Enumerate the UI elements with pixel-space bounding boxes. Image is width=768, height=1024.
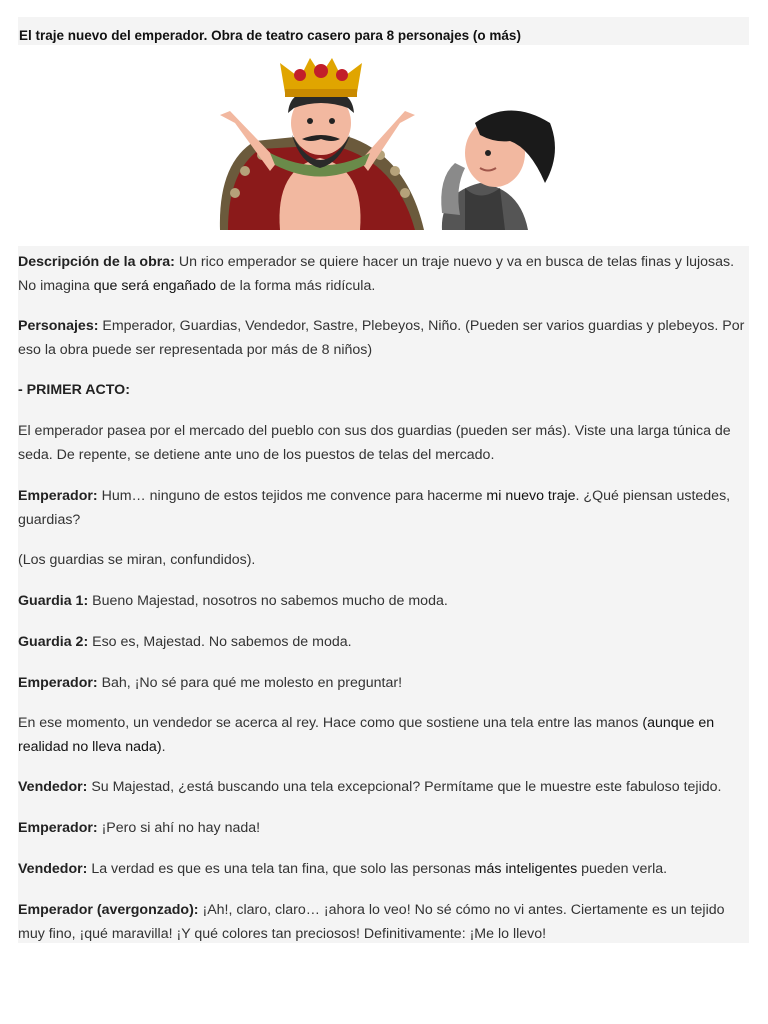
paragraph-narration-1: El emperador pasea por el mercado del pueblo con sus dos guardias (pueden ser más). Viste una larga túnica de seda. De repente, se detiene ante uno de los puestos de telas del mercado. <box>18 423 731 463</box>
link-mas-inteligentes[interactable]: más inteligentes <box>474 861 578 877</box>
paragraph-narration-2: (Los guardias se miran, confundidos). <box>18 552 256 568</box>
paragraph-description: Descripción de la obra: Un rico emperador se quiere hacer un traje nuevo y va en busca de telas finas y lujosas. No imagina que será engañado de la forma más ridícula. <box>18 254 735 294</box>
link-aunque-en-realidad[interactable]: (aunque en realidad no lleva nada) <box>18 715 715 755</box>
paragraph-dialogue-seller-1: Vendedor: Su Majestad, ¿está buscando una tela excepcional? Permítame que le muestre este fabuloso tejido. <box>18 779 722 795</box>
paragraph-dialogue-emperor-4: Emperador (avergonzado): ¡Ah!, claro, claro… ¡ahora lo veo! No sé cómo no vi antes. Ciertamente es un tejido muy fino, ¡qué maravilla! ¡Y qué colores tan preciosos! Definitivamente: ¡Me lo llevo! <box>18 902 725 942</box>
paragraph-dialogue-seller-2: Vendedor: La verdad es que es una tela tan fina, que solo las personas más inteligentes pueden verla. <box>18 861 668 877</box>
title-bar <box>18 17 749 45</box>
paragraph-act-heading: - PRIMER ACTO: <box>18 382 130 398</box>
paragraph-characters: Personajes: Emperador, Guardias, Vendedor, Sastre, Plebeyos, Niño. (Pueden ser varios guardias y plebeyos. Por eso la obra puede ser representada por más de 8 niños) <box>18 318 745 358</box>
link-sera-enganado[interactable]: que será engañado <box>93 277 216 294</box>
paragraph-dialogue-emperor-3: Emperador: ¡Pero si ahí no hay nada! <box>18 820 261 836</box>
paragraph-dialogue-guard-1: Guardia 1: Bueno Majestad, nosotros no sabemos mucho de moda. <box>18 593 448 609</box>
paragraph-dialogue-emperor-2: Emperador: Bah, ¡No sé para qué me molesto en preguntar! <box>18 675 403 691</box>
paragraph-narration-3: En ese momento, un vendedor se acerca al rey. Hace como que sostiene una tela entre las manos (aunque en realidad no lleva nada). <box>18 715 715 755</box>
paragraph-dialogue-guard-2: Guardia 2: Eso es, Majestad. No sabemos de moda. <box>18 634 352 650</box>
page-title: El traje nuevo del emperador. Obra de teatro casero para 8 personajes (o más) <box>19 28 521 43</box>
link-mi-nuevo-traje[interactable]: mi nuevo traje <box>486 488 576 504</box>
article-body <box>18 246 749 943</box>
paragraph-dialogue-emperor-1: Emperador: Hum… ninguno de estos tejidos me convence para hacerme mi nuevo traje. ¿Qué piensan ustedes, guardias? <box>18 488 731 528</box>
emperor-and-boy-illustration <box>210 53 570 230</box>
